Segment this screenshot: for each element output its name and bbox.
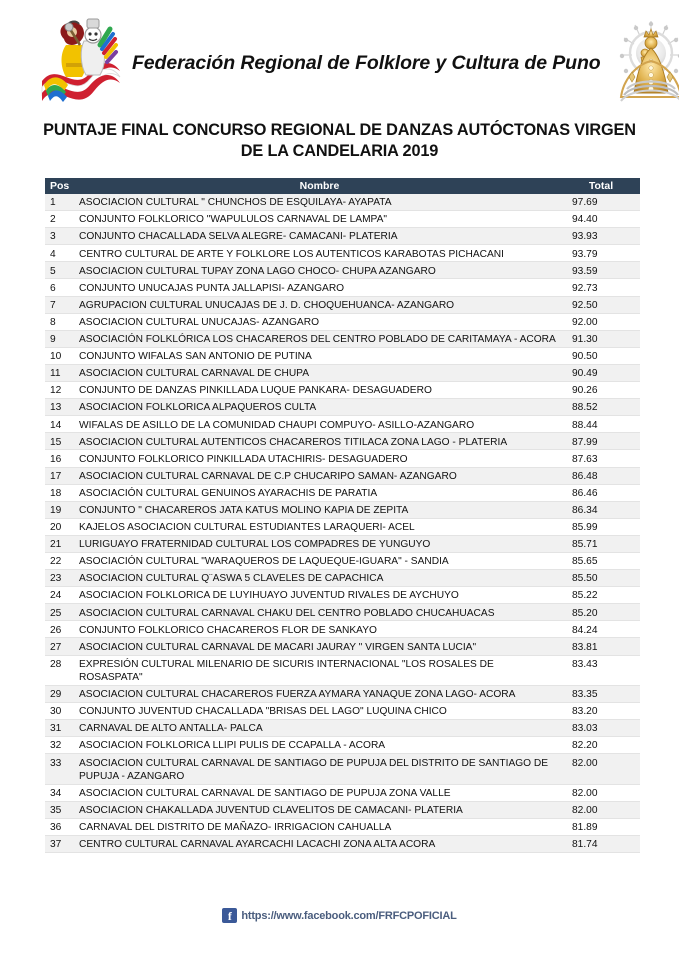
cell-total: 85.20 xyxy=(572,607,598,619)
cell-total: 87.63 xyxy=(572,453,598,465)
table-row xyxy=(45,416,640,433)
cell-pos: 31 xyxy=(50,723,62,735)
cell-total: 85.22 xyxy=(572,590,598,602)
footer xyxy=(0,908,679,923)
table-row xyxy=(45,519,640,536)
cell-total: 83.03 xyxy=(572,723,598,735)
table-row xyxy=(45,587,640,604)
cell-pos: 25 xyxy=(50,607,62,619)
cell-nombre: ASOCIACIÓN CULTURAL "WARAQUEROS DE LAQUEQUE-IGUARA" - SANDIA xyxy=(79,556,449,568)
cell-pos: 28 xyxy=(50,658,62,670)
cell-pos: 20 xyxy=(50,522,62,534)
cell-nombre: CONJUNTO WIFALAS SAN ANTONIO DE PUTINA xyxy=(79,351,312,363)
cell-nombre: CONJUNTO JUVENTUD CHACALLADA "BRISAS DEL LAGO" LUQUINA CHICO xyxy=(79,706,447,718)
cell-nombre: ASOCIACION CHAKALLADA JUVENTUD CLAVELITOS DE CAMACANI- PLATERIA xyxy=(79,804,463,816)
cell-pos: 30 xyxy=(50,706,62,718)
cell-pos: 16 xyxy=(50,453,62,465)
cell-pos: 12 xyxy=(50,385,62,397)
cell-pos: 18 xyxy=(50,487,62,499)
cell-total: 93.79 xyxy=(572,248,598,260)
cell-total: 84.24 xyxy=(572,624,598,636)
table-row xyxy=(45,553,640,570)
cell-total: 83.81 xyxy=(572,641,598,653)
table-row xyxy=(45,754,640,784)
cell-pos: 7 xyxy=(50,299,56,311)
cell-nombre: ASOCIACION FOLKLORICA ALPAQUEROS CULTA xyxy=(79,402,317,414)
cell-nombre: ASOCIACION FOLKLORICA LLIPI PULIS DE CCAPALLA - ACORA xyxy=(79,740,386,752)
column-header-pos: Pos xyxy=(50,180,70,192)
table-body xyxy=(45,194,640,853)
table-row xyxy=(45,468,640,485)
facebook-icon: f xyxy=(222,908,237,923)
cell-nombre: CARNAVAL DEL DISTRITO DE MAÑAZO- IRRIGACION CAHUALLA xyxy=(79,821,392,833)
cell-total: 97.69 xyxy=(572,197,598,209)
table-row xyxy=(45,656,640,686)
cell-total: 82.20 xyxy=(572,740,598,752)
cell-total: 86.34 xyxy=(572,504,598,516)
cell-total: 83.43 xyxy=(572,658,598,670)
cell-nombre: CONJUNTO FOLKLORICO PINKILLADA UTACHIRIS- DESAGUADERO xyxy=(79,453,408,465)
cell-pos: 21 xyxy=(50,539,62,551)
cell-pos: 5 xyxy=(50,265,56,277)
cell-pos: 34 xyxy=(50,787,62,799)
table-row xyxy=(45,262,640,279)
table-row xyxy=(45,399,640,416)
cell-pos: 22 xyxy=(50,556,62,568)
cell-total: 86.48 xyxy=(572,470,598,482)
cell-total: 82.00 xyxy=(572,757,598,769)
cell-nombre: EXPRESIÓN CULTURAL MILENARIO DE SICURIS INTERNACIONAL "LOS ROSALES DE ROSASPATA" xyxy=(79,658,494,684)
column-header-nombre: Nombre xyxy=(299,180,340,192)
cell-total: 92.73 xyxy=(572,282,598,294)
cell-pos: 19 xyxy=(50,504,62,516)
table-header-row xyxy=(45,178,640,194)
cell-total: 86.46 xyxy=(572,487,598,499)
facebook-url[interactable]: https://www.facebook.com/FRFCPOFICIAL xyxy=(241,909,457,922)
cell-total: 85.99 xyxy=(572,522,598,534)
table-row xyxy=(45,836,640,853)
cell-pos: 35 xyxy=(50,804,62,816)
cell-total: 92.50 xyxy=(572,299,598,311)
cell-total: 88.44 xyxy=(572,419,598,431)
cell-nombre: CONJUNTO UNUCAJAS PUNTA JALLAPISI- AZANGARO xyxy=(79,282,345,294)
table-row xyxy=(45,450,640,467)
cell-pos: 2 xyxy=(50,214,56,226)
cell-pos: 9 xyxy=(50,334,56,346)
cell-pos: 13 xyxy=(50,402,62,414)
cell-nombre: ASOCIACION CULTURAL CARNAVAL DE CHUPA xyxy=(79,368,310,380)
cell-total: 90.50 xyxy=(572,351,598,363)
cell-pos: 33 xyxy=(50,757,62,769)
cell-total: 85.65 xyxy=(572,556,598,568)
cell-total: 90.49 xyxy=(572,368,598,380)
table-row xyxy=(45,228,640,245)
cell-total: 93.93 xyxy=(572,231,598,243)
cell-nombre: CONJUNTO DE DANZAS PINKILLADA LUQUE PANKARA- DESAGUADERO xyxy=(79,385,432,397)
cell-nombre: WIFALAS DE ASILLO DE LA COMUNIDAD CHAUPI COMPUYO- ASILLO-AZANGARO xyxy=(79,419,475,431)
cell-pos: 3 xyxy=(50,231,56,243)
virgen-de-la-candelaria-emblem-icon xyxy=(605,15,679,111)
cell-nombre: ASOCIACION CULTURAL CARNAVAL DE C.P CHUCARIPO SAMAN- AZANGARO xyxy=(79,470,457,482)
cell-total: 83.35 xyxy=(572,689,598,701)
cell-nombre: ASOCIACION CULTURAL AUTENTICOS CHACAREROS TITILACA ZONA LAGO - PLATERIA xyxy=(79,436,508,448)
frfcp-dancer-emblem-icon xyxy=(36,15,128,111)
cell-pos: 8 xyxy=(50,316,56,328)
page-title: PUNTAJE FINAL CONCURSO REGIONAL DE DANZAS AUTÓCTONAS VIRGEN DE LA CANDELARIA 2019 xyxy=(43,121,636,160)
cell-nombre: ASOCIACION CULTURAL CARNAVAL CHAKU DEL CENTRO POBLADO CHUCAHUACAS xyxy=(79,607,495,619)
table-row xyxy=(45,686,640,703)
table-row xyxy=(45,485,640,502)
table-row xyxy=(45,314,640,331)
table-row xyxy=(45,819,640,836)
cell-nombre: CONJUNTO " CHACAREROS JATA KATUS MOLINO KAPIA DE ZEPITA xyxy=(79,504,409,516)
cell-nombre: ASOCIACION CULTURAL " CHUNCHOS DE ESQUILAYA- AYAPATA xyxy=(79,197,392,209)
cell-total: 81.74 xyxy=(572,839,598,851)
cell-total: 85.71 xyxy=(572,539,598,551)
table-row xyxy=(45,720,640,737)
cell-nombre: ASOCIACION CULTURAL CARNAVAL DE MACARI JAURAY " VIRGEN SANTA LUCIA" xyxy=(79,641,477,653)
cell-nombre: CONJUNTO FOLKLORICO "WAPULULOS CARNAVAL DE LAMPA" xyxy=(79,214,388,226)
table-row xyxy=(45,737,640,754)
cell-nombre: CENTRO CULTURAL DE ARTE Y FOLKLORE LOS AUTENTICOS KARABOTAS PICHACANI xyxy=(79,248,504,260)
cell-pos: 24 xyxy=(50,590,62,602)
table-row xyxy=(45,297,640,314)
cell-nombre: ASOCIACION CULTURAL TUPAY ZONA LAGO CHOCO- CHUPA AZANGARO xyxy=(79,265,436,277)
cell-nombre: ASOCIACIÓN CULTURAL GENUINOS AYARACHIS DE PARATIA xyxy=(79,487,378,499)
cell-total: 92.00 xyxy=(572,316,598,328)
table-row xyxy=(45,348,640,365)
cell-pos: 37 xyxy=(50,839,62,851)
cell-total: 91.30 xyxy=(572,334,598,346)
cell-pos: 1 xyxy=(50,197,56,209)
cell-pos: 15 xyxy=(50,436,62,448)
cell-nombre: KAJELOS ASOCIACION CULTURAL ESTUDIANTES LARAQUERI- ACEL xyxy=(79,522,415,534)
table-row xyxy=(45,502,640,519)
cell-nombre: CARNAVAL DE ALTO ANTALLA- PALCA xyxy=(79,723,263,735)
document-header xyxy=(0,0,679,112)
cell-nombre: CONJUNTO FOLKLORICO CHACAREROS FLOR DE SANKAYO xyxy=(79,624,377,636)
cell-nombre: CENTRO CULTURAL CARNAVAL AYARCACHI LACACHI ZONA ALTA ACORA xyxy=(79,839,436,851)
cell-pos: 29 xyxy=(50,689,62,701)
cell-pos: 4 xyxy=(50,248,56,260)
results-table xyxy=(45,178,640,853)
cell-nombre: ASOCIACION CULTURAL CARNAVAL DE SANTIAGO DE PUPUJA ZONA VALLE xyxy=(79,787,451,799)
cell-nombre: ASOCIACION CULTURAL CHACAREROS FUERZA AYMARA YANAQUE ZONA LAGO- ACORA xyxy=(79,689,516,701)
organization-title: Federación Regional de Folklore y Cultura de Puno xyxy=(132,51,601,74)
table-row xyxy=(45,331,640,348)
cell-total: 93.59 xyxy=(572,265,598,277)
cell-pos: 23 xyxy=(50,573,62,585)
cell-pos: 14 xyxy=(50,419,62,431)
table-row xyxy=(45,802,640,819)
table-row xyxy=(45,433,640,450)
cell-nombre: CONJUNTO CHACALLADA SELVA ALEGRE- CAMACANI- PLATERIA xyxy=(79,231,398,243)
table-row xyxy=(45,536,640,553)
cell-pos: 11 xyxy=(50,368,61,380)
cell-nombre: ASOCIACIÓN FOLKLÓRICA LOS CHACAREROS DEL CENTRO POBLADO DE CARITAMAYA - ACORA xyxy=(79,334,556,346)
table-row xyxy=(45,211,640,228)
cell-nombre: LURIGUAYO FRATERNIDAD CULTURAL LOS COMPADRES DE YUNGUYO xyxy=(79,539,431,551)
cell-total: 82.00 xyxy=(572,787,598,799)
table-row xyxy=(45,703,640,720)
cell-nombre: AGRUPACION CULTURAL UNUCAJAS DE J. D. CHOQUEHUANCA- AZANGARO xyxy=(79,299,455,311)
cell-total: 81.89 xyxy=(572,821,598,833)
cell-total: 83.20 xyxy=(572,706,598,718)
cell-pos: 10 xyxy=(50,351,62,363)
cell-total: 94.40 xyxy=(572,214,598,226)
cell-pos: 6 xyxy=(50,282,56,294)
cell-nombre: ASOCIACION CULTURAL UNUCAJAS- AZANGARO xyxy=(79,316,320,328)
table-row xyxy=(45,638,640,655)
cell-nombre: ASOCIACION CULTURAL Q¨ASWA 5 CLAVELES DE CAPACHICA xyxy=(79,573,384,585)
cell-total: 88.52 xyxy=(572,402,598,414)
cell-pos: 36 xyxy=(50,821,62,833)
cell-pos: 27 xyxy=(50,641,62,653)
table-row xyxy=(45,279,640,296)
cell-pos: 32 xyxy=(50,740,62,752)
cell-pos: 17 xyxy=(50,470,62,482)
table-row xyxy=(45,245,640,262)
table-row xyxy=(45,604,640,621)
cell-nombre: ASOCIACION CULTURAL CARNAVAL DE SANTIAGO DE PUPUJA DEL DISTRITO DE SANTIAGO DE PUPUJA - AZANGARO xyxy=(79,757,549,782)
table-row xyxy=(45,365,640,382)
table-row xyxy=(45,621,640,638)
table-row xyxy=(45,570,640,587)
table-row xyxy=(45,194,640,211)
cell-pos: 26 xyxy=(50,624,62,636)
cell-total: 82.00 xyxy=(572,804,598,816)
cell-total: 90.26 xyxy=(572,385,598,397)
cell-total: 85.50 xyxy=(572,573,598,585)
cell-total: 87.99 xyxy=(572,436,598,448)
column-header-total: Total xyxy=(588,180,614,192)
table-row xyxy=(45,785,640,802)
table-row xyxy=(45,382,640,399)
cell-nombre: ASOCIACION FOLKLORICA DE LUYIHUAYO JUVENTUD RIVALES DE AYCHUYO xyxy=(79,590,459,602)
